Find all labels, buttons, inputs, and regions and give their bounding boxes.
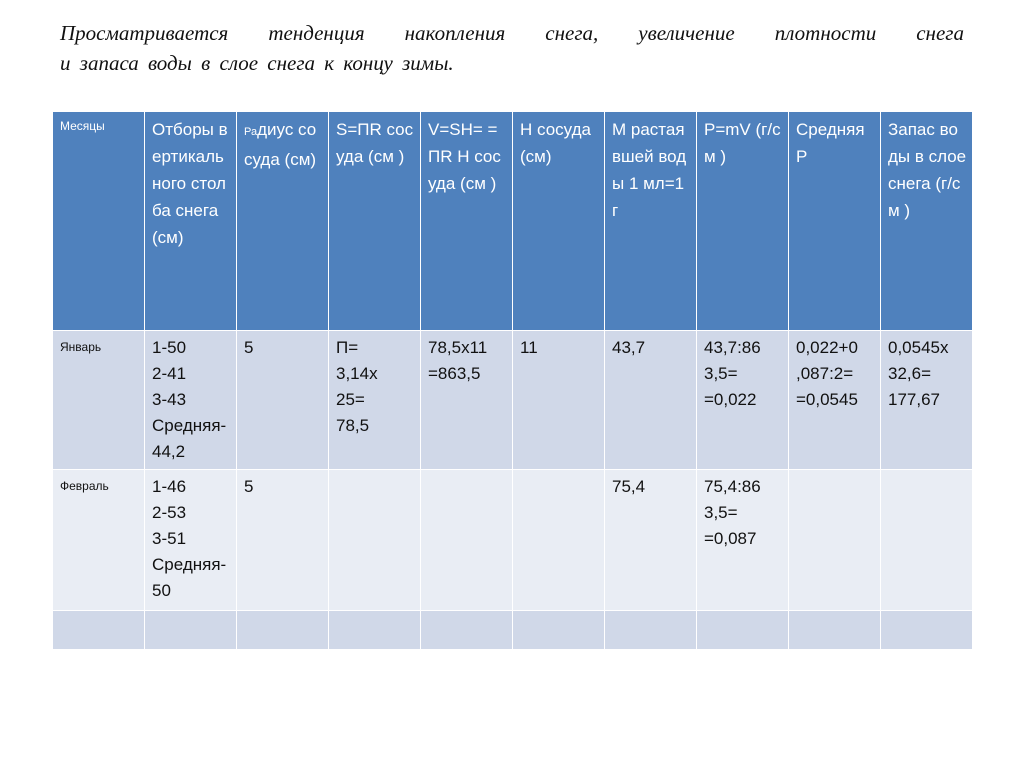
table-row-january xyxy=(53,331,973,470)
table-header-row xyxy=(53,112,973,331)
cell-area: П= 3,14х 25= 78,5 xyxy=(329,331,421,470)
intro-text xyxy=(60,18,964,78)
header-density: P=mV (г/см ) xyxy=(697,112,789,331)
header-mass: M растаявшей воды 1 мл=1 г xyxy=(605,112,697,331)
empty-cell xyxy=(329,611,421,650)
empty-cell xyxy=(881,611,973,650)
empty-cell xyxy=(789,611,881,650)
header-months: Месяцы xyxy=(53,112,145,331)
cell-samples: 1-50 2-41 3-43 Средняя-44,2 xyxy=(145,331,237,470)
cell-radius: 5 xyxy=(237,470,329,611)
intro-line-2: и запаса воды в слое снега к концу зимы. xyxy=(60,51,454,75)
cell-volume xyxy=(421,470,513,611)
header-radius-rest: диус сосуда (см) xyxy=(244,120,317,169)
header-radius xyxy=(237,112,329,331)
header-area: S=ПR сосуда (см ) xyxy=(329,112,421,331)
empty-cell xyxy=(237,611,329,650)
empty-cell xyxy=(53,611,145,650)
empty-cell xyxy=(421,611,513,650)
cell-month: Февраль xyxy=(53,470,145,611)
table-row-february xyxy=(53,470,973,611)
cell-avg-density xyxy=(789,470,881,611)
snow-measurement-table xyxy=(52,111,973,650)
header-volume: V=SH= =ПR H сосуда (см ) xyxy=(421,112,513,331)
cell-area xyxy=(329,470,421,611)
cell-avg-density: 0,022+0 ,087:2= =0,0545 xyxy=(789,331,881,470)
cell-samples: 1-46 2-53 3-51 Средняя-50 xyxy=(145,470,237,611)
empty-cell xyxy=(513,611,605,650)
cell-radius: 5 xyxy=(237,331,329,470)
header-height: H сосуда (см) xyxy=(513,112,605,331)
header-avg-density: Средняя P xyxy=(789,112,881,331)
cell-water-reserve: 0,0545х 32,6= 177,67 xyxy=(881,331,973,470)
empty-cell xyxy=(605,611,697,650)
cell-density: 75,4:86 3,5= =0,087 xyxy=(697,470,789,611)
cell-mass: 75,4 xyxy=(605,470,697,611)
empty-cell xyxy=(145,611,237,650)
cell-density: 43,7:86 3,5= =0,022 xyxy=(697,331,789,470)
header-radius-prefix: Ра xyxy=(244,126,258,138)
cell-volume: 78,5х11 =863,5 xyxy=(421,331,513,470)
cell-water-reserve xyxy=(881,470,973,611)
table-row-empty xyxy=(53,611,973,650)
cell-mass: 43,7 xyxy=(605,331,697,470)
cell-height: 11 xyxy=(513,331,605,470)
empty-cell xyxy=(697,611,789,650)
header-water-reserve: Запас воды в слое снега (г/см ) xyxy=(881,112,973,331)
cell-height xyxy=(513,470,605,611)
intro-line-1: Просматривается тенденция накопления снега, увеличение плотности снега xyxy=(60,21,964,45)
cell-month: Январь xyxy=(53,331,145,470)
header-samples: Отборы вертикального столба снега (см) xyxy=(145,112,237,331)
